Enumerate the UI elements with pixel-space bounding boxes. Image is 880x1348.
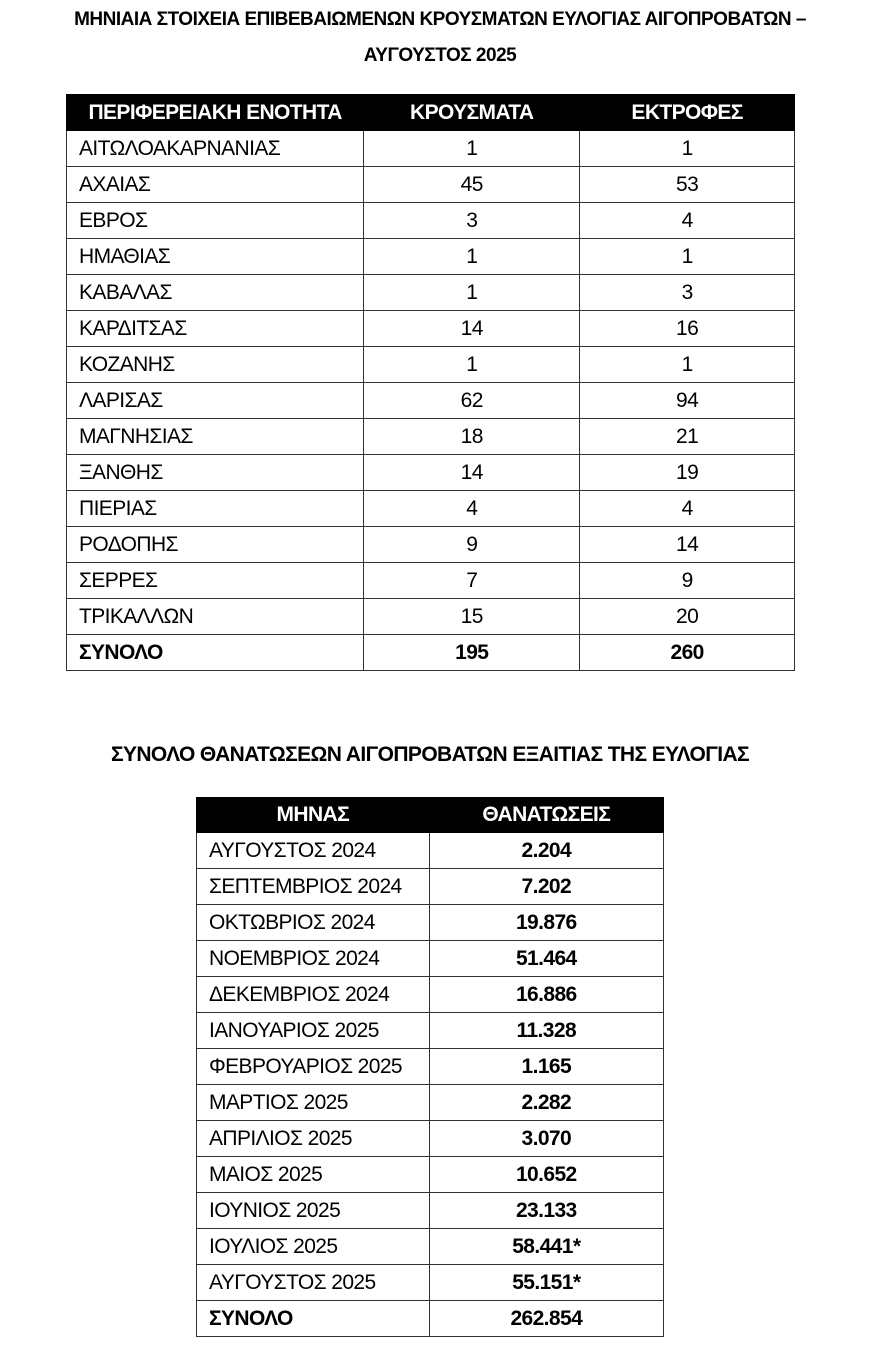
deaths-cell: 51.464 — [429, 941, 663, 977]
deaths-cell: 11.328 — [429, 1013, 663, 1049]
column-header-cases: ΚΡΟΥΣΜΑΤΑ — [364, 95, 580, 131]
deaths-table-body — [197, 833, 664, 1337]
total-month-cell: ΣΥΝΟΛΟ — [197, 1301, 430, 1337]
table-row — [67, 599, 795, 635]
total-deaths-cell: 262.854 — [429, 1301, 663, 1337]
region-cell: ΣΕΡΡΕΣ — [67, 563, 364, 599]
table-row — [197, 941, 664, 977]
cases-cell: 62 — [364, 383, 580, 419]
deaths-cell: 2.282 — [429, 1085, 663, 1121]
cases-cell: 1 — [364, 347, 580, 383]
region-cell: ΞΑΝΘΗΣ — [67, 455, 364, 491]
month-cell: ΝΟΕΜΒΡΙΟΣ 2024 — [197, 941, 430, 977]
total-row — [197, 1301, 664, 1337]
deaths-cell: 1.165 — [429, 1049, 663, 1085]
deaths-table — [196, 797, 664, 1337]
region-cell: ΤΡΙΚΑΛΛΩΝ — [67, 599, 364, 635]
table-row — [197, 1265, 664, 1301]
cases-cell: 45 — [364, 167, 580, 203]
region-cell: ΗΜΑΘΙΑΣ — [67, 239, 364, 275]
table-row — [197, 1121, 664, 1157]
cases-cell: 3 — [364, 203, 580, 239]
deaths-cell: 10.652 — [429, 1157, 663, 1193]
region-cell: ΜΑΓΝΗΣΙΑΣ — [67, 419, 364, 455]
table-row — [67, 203, 795, 239]
table-row — [67, 527, 795, 563]
deaths-table-header-row — [197, 798, 664, 833]
cases-table-body — [67, 131, 795, 671]
farms-cell: 16 — [580, 311, 795, 347]
document-title-line-2: ΑΥΓΟΥΣΤΟΣ 2025 — [363, 45, 517, 66]
cases-cell: 1 — [364, 275, 580, 311]
cases-cell: 14 — [364, 311, 580, 347]
total-region-cell: ΣΥΝΟΛΟ — [67, 635, 364, 671]
table-row — [197, 1193, 664, 1229]
deaths-cell: 3.070 — [429, 1121, 663, 1157]
region-cell: ΚΟΖΑΝΗΣ — [67, 347, 364, 383]
cases-cell: 1 — [364, 239, 580, 275]
cases-cell: 9 — [364, 527, 580, 563]
table-row — [67, 383, 795, 419]
month-cell: ΜΑΡΤΙΟΣ 2025 — [197, 1085, 430, 1121]
cases-cell: 1 — [364, 131, 580, 167]
table-row — [197, 1229, 664, 1265]
table-row — [67, 167, 795, 203]
month-cell: ΟΚΤΩΒΡΙΟΣ 2024 — [197, 905, 430, 941]
month-cell: ΦΕΒΡΟΥΑΡΙΟΣ 2025 — [197, 1049, 430, 1085]
farms-cell: 20 — [580, 599, 795, 635]
region-cell: ΠΙΕΡΙΑΣ — [67, 491, 364, 527]
deaths-cell: 58.441* — [429, 1229, 663, 1265]
farms-cell: 1 — [580, 347, 795, 383]
month-cell: ΙΟΥΝΙΟΣ 2025 — [197, 1193, 430, 1229]
deaths-cell: 55.151* — [429, 1265, 663, 1301]
table-row — [67, 275, 795, 311]
month-cell: ΑΥΓΟΥΣΤΟΣ 2025 — [197, 1265, 430, 1301]
deaths-cell: 23.133 — [429, 1193, 663, 1229]
region-cell: ΑΙΤΩΛΟΑΚΑΡΝΑΝΙΑΣ — [67, 131, 364, 167]
table-row — [67, 239, 795, 275]
farms-cell: 14 — [580, 527, 795, 563]
table-row — [197, 869, 664, 905]
table-row — [197, 905, 664, 941]
table-row — [67, 563, 795, 599]
month-cell: ΣΕΠΤΕΜΒΡΙΟΣ 2024 — [197, 869, 430, 905]
month-cell: ΑΥΓΟΥΣΤΟΣ 2024 — [197, 833, 430, 869]
deaths-cell: 16.886 — [429, 977, 663, 1013]
table-row — [197, 977, 664, 1013]
table-row — [67, 455, 795, 491]
month-cell: ΔΕΚΕΜΒΡΙΟΣ 2024 — [197, 977, 430, 1013]
total-farms-cell: 260 — [580, 635, 795, 671]
deaths-cell: 19.876 — [429, 905, 663, 941]
farms-cell: 21 — [580, 419, 795, 455]
farms-cell: 19 — [580, 455, 795, 491]
month-cell: ΙΟΥΛΙΟΣ 2025 — [197, 1229, 430, 1265]
region-cell: ΑΧΑΙΑΣ — [67, 167, 364, 203]
column-header-farms: ΕΚΤΡΟΦΕΣ — [580, 95, 795, 131]
region-cell: ΡΟΔΟΠΗΣ — [67, 527, 364, 563]
deaths-cell: 2.204 — [429, 833, 663, 869]
cases-table — [66, 94, 795, 671]
table-row — [67, 491, 795, 527]
column-header-deaths: ΘΑΝΑΤΩΣΕΙΣ — [429, 798, 663, 833]
farms-cell: 9 — [580, 563, 795, 599]
table-row — [197, 1013, 664, 1049]
table-row — [67, 311, 795, 347]
cases-cell: 18 — [364, 419, 580, 455]
cases-cell: 15 — [364, 599, 580, 635]
month-cell: ΑΠΡΙΛΙΟΣ 2025 — [197, 1121, 430, 1157]
region-cell: ΚΑΒΑΛΑΣ — [67, 275, 364, 311]
table-row — [67, 347, 795, 383]
table-row — [67, 419, 795, 455]
table-row — [197, 833, 664, 869]
deaths-section-title: ΣΥΝΟΛΟ ΘΑΝΑΤΩΣΕΩΝ ΑΙΓΟΠΡΟΒΑΤΩΝ ΕΞΑΙΤΙΑΣ ΤΗΣ ΕΥΛΟΓΙΑΣ — [110, 743, 750, 766]
cases-cell: 14 — [364, 455, 580, 491]
farms-cell: 53 — [580, 167, 795, 203]
table-row — [67, 131, 795, 167]
month-cell: ΜΑΙΟΣ 2025 — [197, 1157, 430, 1193]
farms-cell: 4 — [580, 203, 795, 239]
document-title-line-1: ΜΗΝΙΑΙΑ ΣΤΟΙΧΕΙΑ ΕΠΙΒΕΒΑΙΩΜΕΝΩΝ ΚΡΟΥΣΜΑΤΩΝ ΕΥΛΟΓΙΑΣ ΑΙΓΟΠΡΟΒΑΤΩΝ – — [74, 9, 806, 30]
region-cell: ΛΑΡΙΣΑΣ — [67, 383, 364, 419]
column-header-region: ΠΕΡΙΦΕΡΕΙΑΚΗ ΕΝΟΤΗΤΑ — [67, 95, 364, 131]
region-cell: ΚΑΡΔΙΤΣΑΣ — [67, 311, 364, 347]
farms-cell: 1 — [580, 239, 795, 275]
farms-cell: 1 — [580, 131, 795, 167]
cases-cell: 7 — [364, 563, 580, 599]
document-title — [0, 2, 880, 74]
region-cell: ΕΒΡΟΣ — [67, 203, 364, 239]
month-cell: ΙΑΝΟΥΑΡΙΟΣ 2025 — [197, 1013, 430, 1049]
table-row — [197, 1157, 664, 1193]
total-cases-cell: 195 — [364, 635, 580, 671]
table-row — [197, 1049, 664, 1085]
farms-cell: 3 — [580, 275, 795, 311]
cases-cell: 4 — [364, 491, 580, 527]
farms-cell: 4 — [580, 491, 795, 527]
column-header-month: ΜΗΝΑΣ — [197, 798, 430, 833]
deaths-cell: 7.202 — [429, 869, 663, 905]
table-row — [197, 1085, 664, 1121]
farms-cell: 94 — [580, 383, 795, 419]
cases-table-header-row — [67, 95, 795, 131]
total-row — [67, 635, 795, 671]
